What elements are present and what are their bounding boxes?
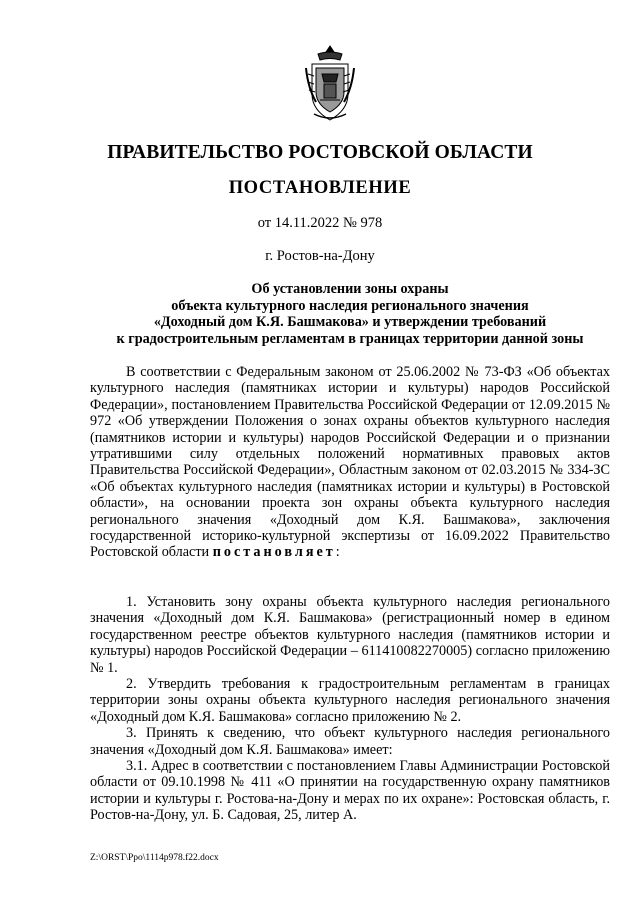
document-date-number: от 14.11.2022 № 978 [257, 215, 383, 231]
item-3: 3. Принять к сведению, что объект культурного наследия регионального значения «Доходный дом К.Я. Башмакова» имеет: [90, 725, 610, 758]
decree-items [90, 594, 610, 824]
government-title: ПРАВИТЕЛЬСТВО РОСТОВСКОЙ ОБЛАСТИ [107, 142, 533, 163]
document-heading [90, 281, 610, 347]
preamble-paragraph [90, 364, 610, 561]
decree-word: постановляет [212, 544, 336, 561]
heading-line: объекта культурного наследия регионального значения [171, 297, 529, 314]
preamble-colon: : [335, 544, 340, 561]
heading-line: к градостроительным регламентам в границах территории данной зоны [116, 330, 584, 347]
heading-line: Об установлении зоны охраны [251, 281, 449, 297]
file-path-footer: Z:\ORST\Ppo\1114p978.f22.docx [90, 853, 219, 863]
item-3-1: 3.1. Адрес в соответствии с постановлением Главы Администрации Ростовской области от 09.10.1998 № 411 «О принятии на государственную охрану памятников истории и культуры г. Ростова-на-Дону и мерах по их охране»: Ростовская область, г. Ростов-на-Дону, ул. Б. Садовая, 25, литер А. [90, 758, 610, 824]
heading-line: «Доходный дом К.Я. Башмакова» и утверждении требований [153, 314, 547, 330]
document-city: г. Ростов-на-Дону [265, 248, 375, 264]
document-type: ПОСТАНОВЛЕНИЕ [228, 178, 412, 198]
item-1: 1. Установить зону охраны объекта культурного наследия регионального значения «Доходный дом К.Я. Башмакова» (регистрационный номер в едином государственном реестре объектов культурного наследия (памятников истории и культуры) народов Российской Федерации – 611410082270005) согласно приложению № 1. [90, 594, 610, 676]
item-2: 2. Утвердить требования к градостроительным регламентам в границах территории зоны охраны объекта культурного наследия регионального значения «Доходный дом К.Я. Башмакова» согласно приложению № 2. [90, 676, 610, 725]
preamble-text: В соответствии с Федеральным законом от 25.06.2002 № 73-ФЗ «Об объектах культурного наследия (памятниках истории и культуры) народов Российской Федерации», постановлением Правительства Российской Федерации от 12.09.2015 № 972 «Об утверждении Положения о зонах охраны объектов культурного наследия (памятников истории и культуры) народов Российской Федерации и о признании утратившими силу отдельных положений нормативных правовых актов Правительства Российской Федерации», Областным законом от 02.03.2015 № 334-ЗС «Об объектах культурного наследия (памятниках истории и культуры) в Ростовской области», на основании проекта зон охраны объекта культурного наследия регионального значения «Доходный дом К.Я. Башмакова», заключения государственной историко-культурной экспертизы от 16.09.2022 Правительство Ростовской области [90, 364, 610, 561]
rostov-region-coat-of-arms-icon [304, 44, 356, 124]
